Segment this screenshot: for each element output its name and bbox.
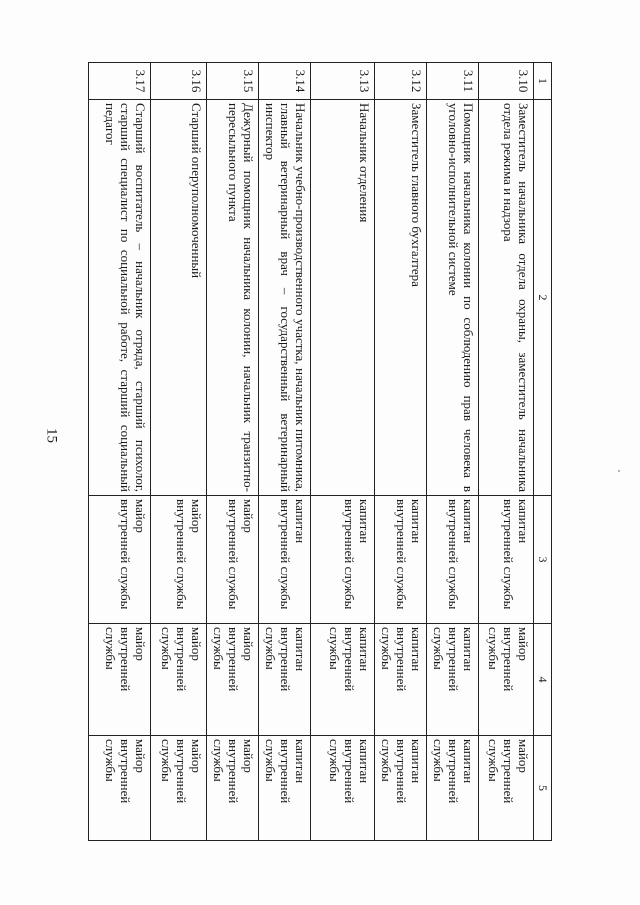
table-row <box>89 63 151 841</box>
column-header: 1 <box>534 63 552 100</box>
rank-cell: капитан внутренней службы <box>427 624 479 736</box>
rank-cell: майор внутренней службы <box>89 496 151 624</box>
table-header-row <box>534 63 552 841</box>
table-row <box>427 63 479 841</box>
rank-cell: капитан внутренней службы <box>375 624 427 736</box>
rank-cell: капитан внутренней службы <box>311 736 375 841</box>
rank-cell: капитан внутренней службы <box>311 496 375 624</box>
row-number: 3.13 <box>311 63 375 100</box>
rank-cell: капитан внутренней службы <box>375 736 427 841</box>
row-number: 3.16 <box>151 63 207 100</box>
column-header: 5 <box>534 736 552 841</box>
table-row <box>479 63 534 841</box>
rank-cell: капитан внутренней службы <box>259 624 311 736</box>
rank-cell: капитан внутренней службы <box>259 736 311 841</box>
rank-cell: майор внутренней службы <box>207 496 259 624</box>
position-title: Начальник отделения <box>311 100 375 496</box>
rank-cell: капитан внутренней службы <box>259 496 311 624</box>
rank-cell: майор внутренней службы <box>151 624 207 736</box>
rank-cell: майор внутренней службы <box>89 624 151 736</box>
rank-cell: капитан внутренней службы <box>311 624 375 736</box>
table-row <box>311 63 375 841</box>
table-row <box>259 63 311 841</box>
position-title: Старший воспитатель – начальник отряда, старший психолог, старший специалист по социальной работе, старший социальный педагог <box>89 100 151 496</box>
table-row <box>207 63 259 841</box>
table-row <box>375 63 427 841</box>
rank-cell: капитан внутренней службы <box>375 496 427 624</box>
rank-cell: капитан внутренней службы <box>479 496 534 624</box>
column-header: 2 <box>534 100 552 496</box>
rank-cell: капитан внутренней службы <box>427 736 479 841</box>
row-number: 3.11 <box>427 63 479 100</box>
rank-cell: майор внутренней службы <box>207 624 259 736</box>
rank-cell: майор внутренней службы <box>479 624 534 736</box>
rank-cell: майор внутренней службы <box>151 736 207 841</box>
rank-table <box>88 62 552 841</box>
position-title: Начальник учебно-производственного участка, начальник питомника, главный ветеринарный врач – государственный ветеринарный инспектор <box>259 100 311 496</box>
row-number: 3.15 <box>207 63 259 100</box>
column-header: 3 <box>534 496 552 624</box>
rank-cell: майор внутренней службы <box>207 736 259 841</box>
row-number: 3.14 <box>259 63 311 100</box>
row-number: 3.10 <box>479 63 534 100</box>
rank-cell: капитан внутренней службы <box>427 496 479 624</box>
position-title: Заместитель главного бухгалтера <box>375 100 427 496</box>
position-title: Дежурный помощник начальника колонии, начальник транзитно-пересыльного пункта <box>207 100 259 496</box>
row-number: 3.12 <box>375 63 427 100</box>
rank-cell: майор внутренней службы <box>89 736 151 841</box>
row-number: 3.17 <box>89 63 151 100</box>
position-title: Заместитель начальника отдела охраны, заместитель начальника отдела режима и надзора <box>479 100 534 496</box>
position-title: Старший оперуполномоченный <box>151 100 207 496</box>
column-header: 4 <box>534 624 552 736</box>
rank-cell: майор внутренней службы <box>151 496 207 624</box>
page-number: 15 <box>43 428 60 443</box>
rank-table-rotated <box>94 62 552 840</box>
rank-cell: майор внутренней службы <box>479 736 534 841</box>
scan-speck <box>618 470 620 472</box>
table-row <box>151 63 207 841</box>
position-title: Помощник начальника колонии по соблюдению прав человека в уголовно-исполнительной системе <box>427 100 479 496</box>
